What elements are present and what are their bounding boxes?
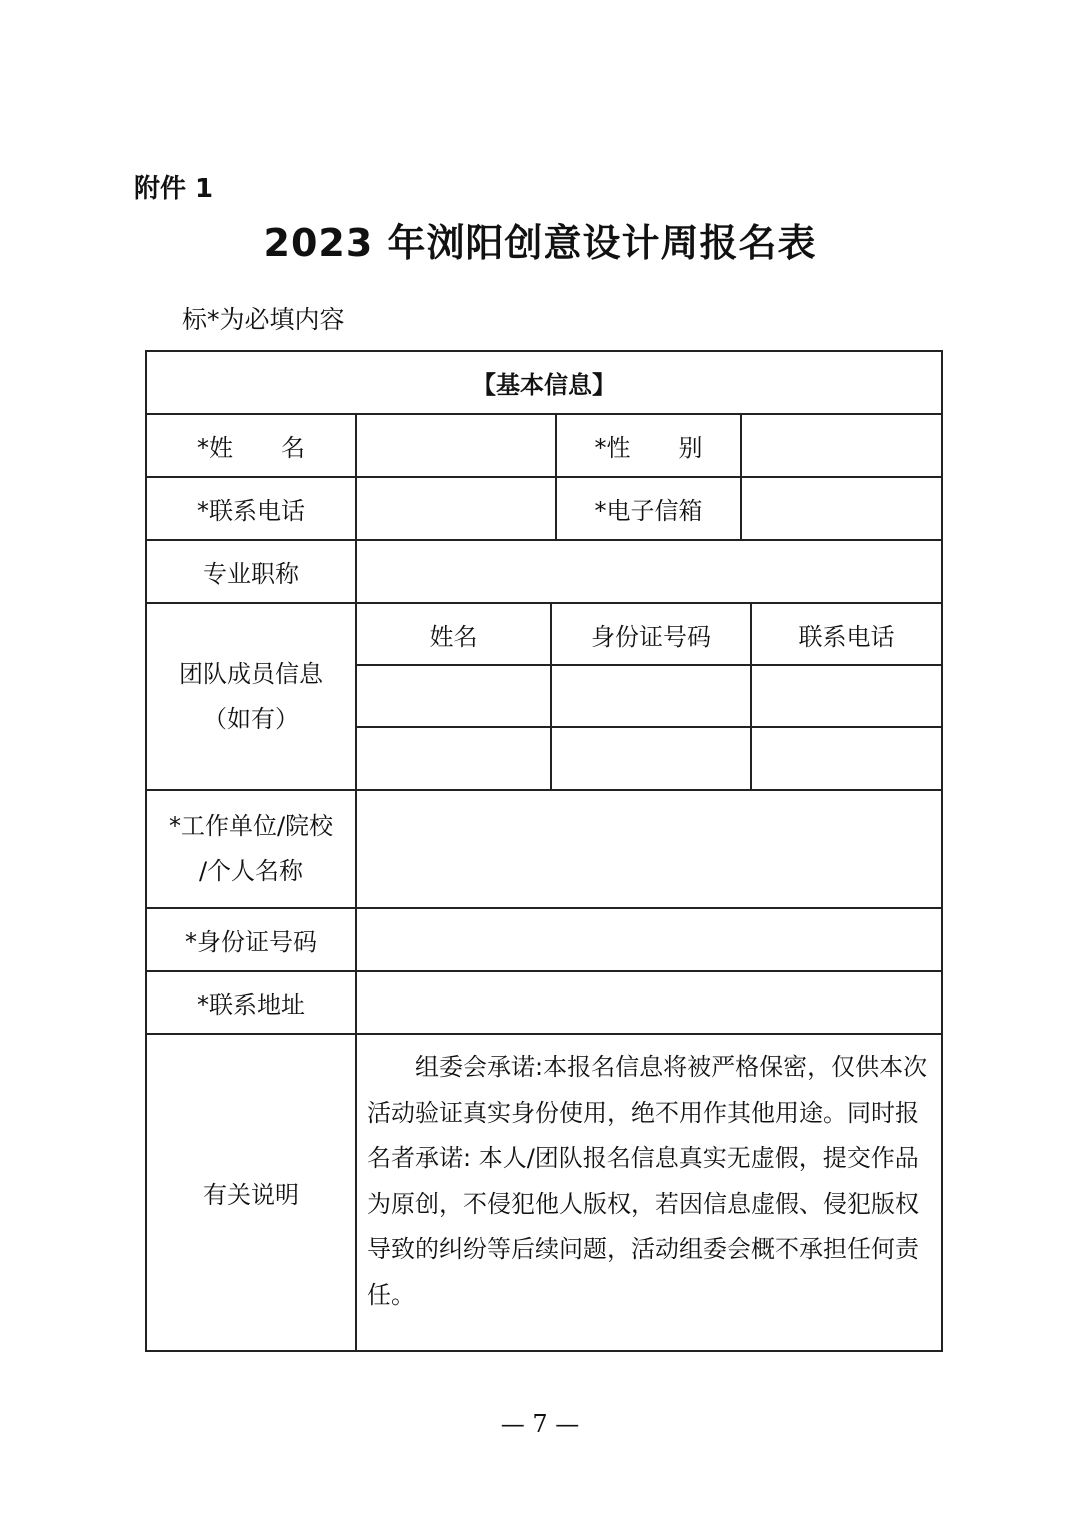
gender-label: *性 别 (556, 414, 741, 477)
page-number: — 7 — (500, 1410, 580, 1438)
organization-label-line2: /个人名称 (198, 857, 304, 885)
team-col-phone: 联系电话 (751, 603, 942, 665)
attachment-label: 附件 1 (134, 174, 214, 204)
team-member1-phone-field[interactable] (751, 665, 942, 727)
team-col-name: 姓名 (356, 603, 551, 665)
id-number-field[interactable] (356, 908, 942, 971)
team-member1-name-field[interactable] (356, 665, 551, 727)
team-member2-id-field[interactable] (551, 727, 751, 790)
team-info-label-line1: 团队成员信息 (179, 659, 323, 688)
section-header: 【基本信息】 (146, 351, 942, 414)
email-field[interactable] (741, 477, 942, 540)
team-info-label-line2: （如有） (203, 704, 299, 733)
team-member1-id-field[interactable] (551, 665, 751, 727)
registration-form-table (145, 350, 943, 1352)
team-member2-name-field[interactable] (356, 727, 551, 790)
name-label: *姓 名 (146, 414, 356, 477)
form-title: 2023 年浏阳创意设计周报名表 (263, 221, 817, 265)
address-label: *联系地址 (146, 971, 356, 1034)
address-field[interactable] (356, 971, 942, 1034)
organization-field[interactable] (356, 790, 942, 908)
notes-text: 组委会承诺:本报名信息将被严格保密，仅供本次活动验证真实身份使用，绝不用作其他用途。同时报名者承诺: 本人/团队报名信息真实无虚假，提交作品为原创，不侵犯他人版权，若因信息虚假、侵犯版权导致的纠纷等后续问题，活动组委会概不承担任何责任。 (356, 1034, 942, 1351)
team-col-id: 身份证号码 (551, 603, 751, 665)
organization-label (146, 790, 356, 908)
team-info-label (146, 603, 356, 790)
id-number-label: *身份证号码 (146, 908, 356, 971)
required-note: 标*为必填内容 (182, 305, 345, 334)
gender-field[interactable] (741, 414, 942, 477)
phone-label: *联系电话 (146, 477, 356, 540)
professional-title-label: 专业职称 (146, 540, 356, 603)
team-member2-phone-field[interactable] (751, 727, 942, 790)
notes-label: 有关说明 (146, 1034, 356, 1351)
phone-field[interactable] (356, 477, 556, 540)
professional-title-field[interactable] (356, 540, 942, 603)
name-field[interactable] (356, 414, 556, 477)
email-label: *电子信箱 (556, 477, 741, 540)
organization-label-line1: *工作单位/院校 (168, 812, 334, 840)
